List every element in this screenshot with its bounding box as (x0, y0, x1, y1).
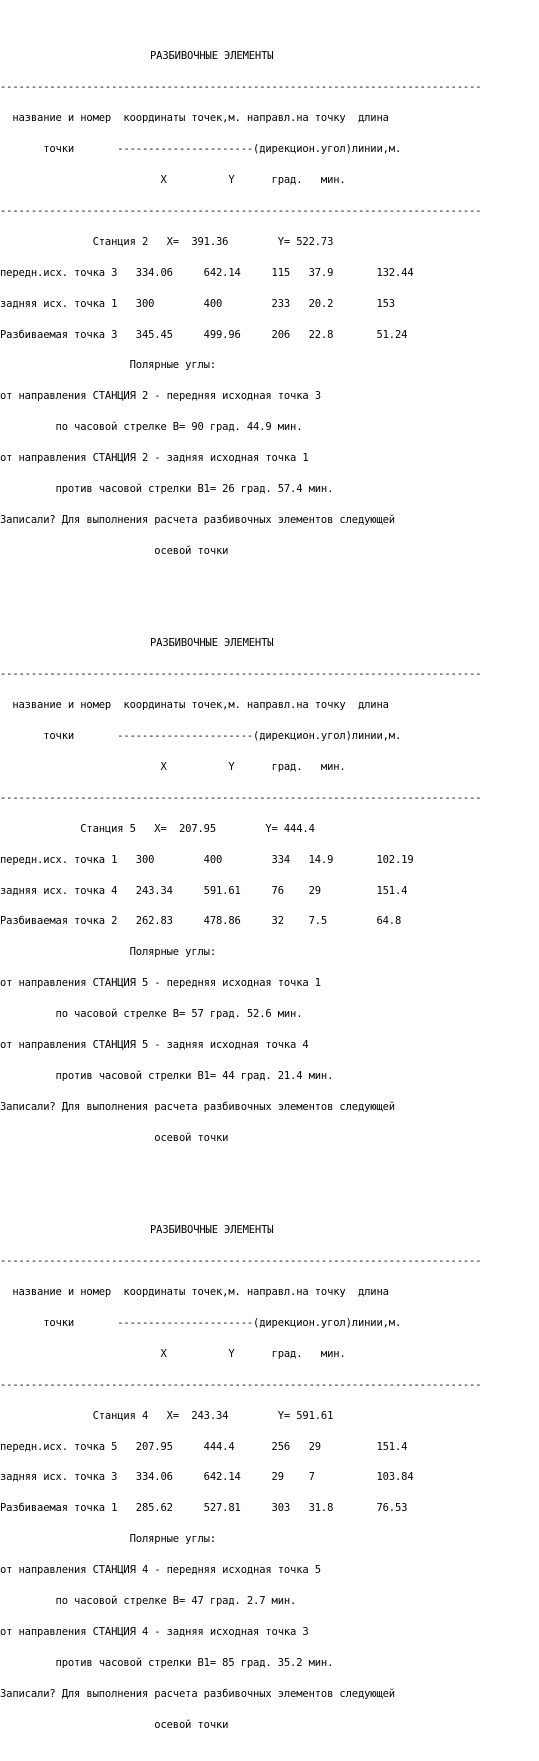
table-header: название и номер координаты точек,м. направл.на точку длина (0, 699, 389, 712)
table-row: Разбиваемая точка 1 285.62 527.81 303 31.8 76.53 (0, 1502, 408, 1515)
table-rule: ------------------------------------------------------------------------------ (0, 791, 482, 804)
table-row: передн.исх. точка 1 300 400 334 14.9 102.19 (0, 853, 414, 866)
clockwise-angle: по часовой стрелке B= 47 град. 2.7 мин. (0, 1595, 297, 1608)
block-title: РАЗБИВОЧНЫЕ ЭЛЕМЕНТЫ (150, 637, 274, 650)
polar-title: Полярные углы: (0, 946, 217, 959)
result-block (0, 31, 539, 577)
table-header: название и номер координаты точек,м. направл.на точку длина (0, 1286, 389, 1299)
direction-line: от направления СТАНЦИЯ 2 - задняя исходная точка 1 (0, 452, 309, 465)
table-row: задняя исх. точка 3 334.06 642.14 29 7 103.84 (0, 1471, 414, 1484)
result-block (0, 1205, 539, 1751)
prompt-line: осевой точки (0, 1131, 229, 1144)
direction-line: от направления СТАНЦИЯ 5 - передняя исходная точка 1 (0, 977, 321, 990)
direction-line: от направления СТАНЦИЯ 5 - задняя исходная точка 4 (0, 1038, 309, 1051)
clockwise-angle: по часовой стрелке B= 90 град. 44.9 мин. (0, 421, 303, 434)
table-rule: ------------------------------------------------------------------------------ (0, 1255, 482, 1268)
table-row: Разбиваемая точка 2 262.83 478.86 32 7.5 64.8 (0, 915, 402, 928)
prompt-line: Записали? Для выполнения расчета разбивочных элементов следующей (0, 1687, 395, 1700)
block-title: РАЗБИВОЧНЫЕ ЭЛЕМЕНТЫ (150, 50, 274, 63)
table-header: X Y град. мин. (0, 760, 346, 773)
station-line: Станция 2 X= 391.36 Y= 522.73 (0, 235, 334, 248)
table-row: Разбиваемая точка 3 345.45 499.96 206 22.8 51.24 (0, 328, 408, 341)
table-rule: ------------------------------------------------------------------------------ (0, 668, 482, 681)
station-line: Станция 5 X= 207.95 Y= 444.4 (0, 822, 315, 835)
table-rule: ------------------------------------------------------------------------------ (0, 1378, 482, 1391)
table-header: название и номер координаты точек,м. направл.на точку длина (0, 112, 389, 125)
polar-title: Полярные углы: (0, 359, 217, 372)
table-header: X Y град. мин. (0, 1347, 346, 1360)
counterclockwise-angle: против часовой стрелки B1= 44 град. 21.4 мин. (0, 1069, 334, 1082)
prompt-line: Записали? Для выполнения расчета разбивочных элементов следующей (0, 513, 395, 526)
table-rule: ------------------------------------------------------------------------------ (0, 81, 482, 94)
table-header: точки ----------------------(дирекцион.угол)линии,м. (0, 1317, 402, 1329)
table-row: задняя исх. точка 4 243.34 591.61 76 29 151.4 (0, 884, 408, 897)
counterclockwise-angle: против часовой стрелки B1= 85 град. 35.2 мин. (0, 1656, 334, 1669)
table-header: точки ----------------------(дирекцион.угол)линии,м. (0, 143, 402, 156)
table-header: точки ----------------------(дирекцион.угол)линии,м. (0, 730, 402, 743)
prompt-line: осевой точки (0, 1718, 229, 1731)
table-row: задняя исх. точка 1 300 400 233 20.2 153 (0, 297, 395, 310)
direction-line: от направления СТАНЦИЯ 4 - задняя исходная точка 3 (0, 1625, 309, 1638)
block-title: РАЗБИВОЧНЫЕ ЭЛЕМЕНТЫ (150, 1224, 274, 1237)
clockwise-angle: по часовой стрелке B= 57 град. 52.6 мин. (0, 1008, 303, 1021)
counterclockwise-angle: против часовой стрелки B1= 26 град. 57.4 мин. (0, 482, 334, 495)
result-block (0, 618, 539, 1164)
station-line: Станция 4 X= 243.34 Y= 591.61 (0, 1409, 334, 1422)
table-header: X Y град. мин. (0, 174, 346, 187)
table-rule: ------------------------------------------------------------------------------ (0, 204, 482, 217)
prompt-line: Записали? Для выполнения расчета разбивочных элементов следующей (0, 1100, 395, 1113)
table-row: передн.исх. точка 3 334.06 642.14 115 37.9 132.44 (0, 266, 414, 279)
table-row: передн.исх. точка 5 207.95 444.4 256 29 151.4 (0, 1440, 408, 1453)
direction-line: от направления СТАНЦИЯ 4 - передняя исходная точка 5 (0, 1564, 321, 1577)
direction-line: от направления СТАНЦИЯ 2 - передняя исходная точка 3 (0, 390, 321, 403)
polar-title: Полярные углы: (0, 1533, 217, 1546)
prompt-line: осевой точки (0, 544, 229, 557)
